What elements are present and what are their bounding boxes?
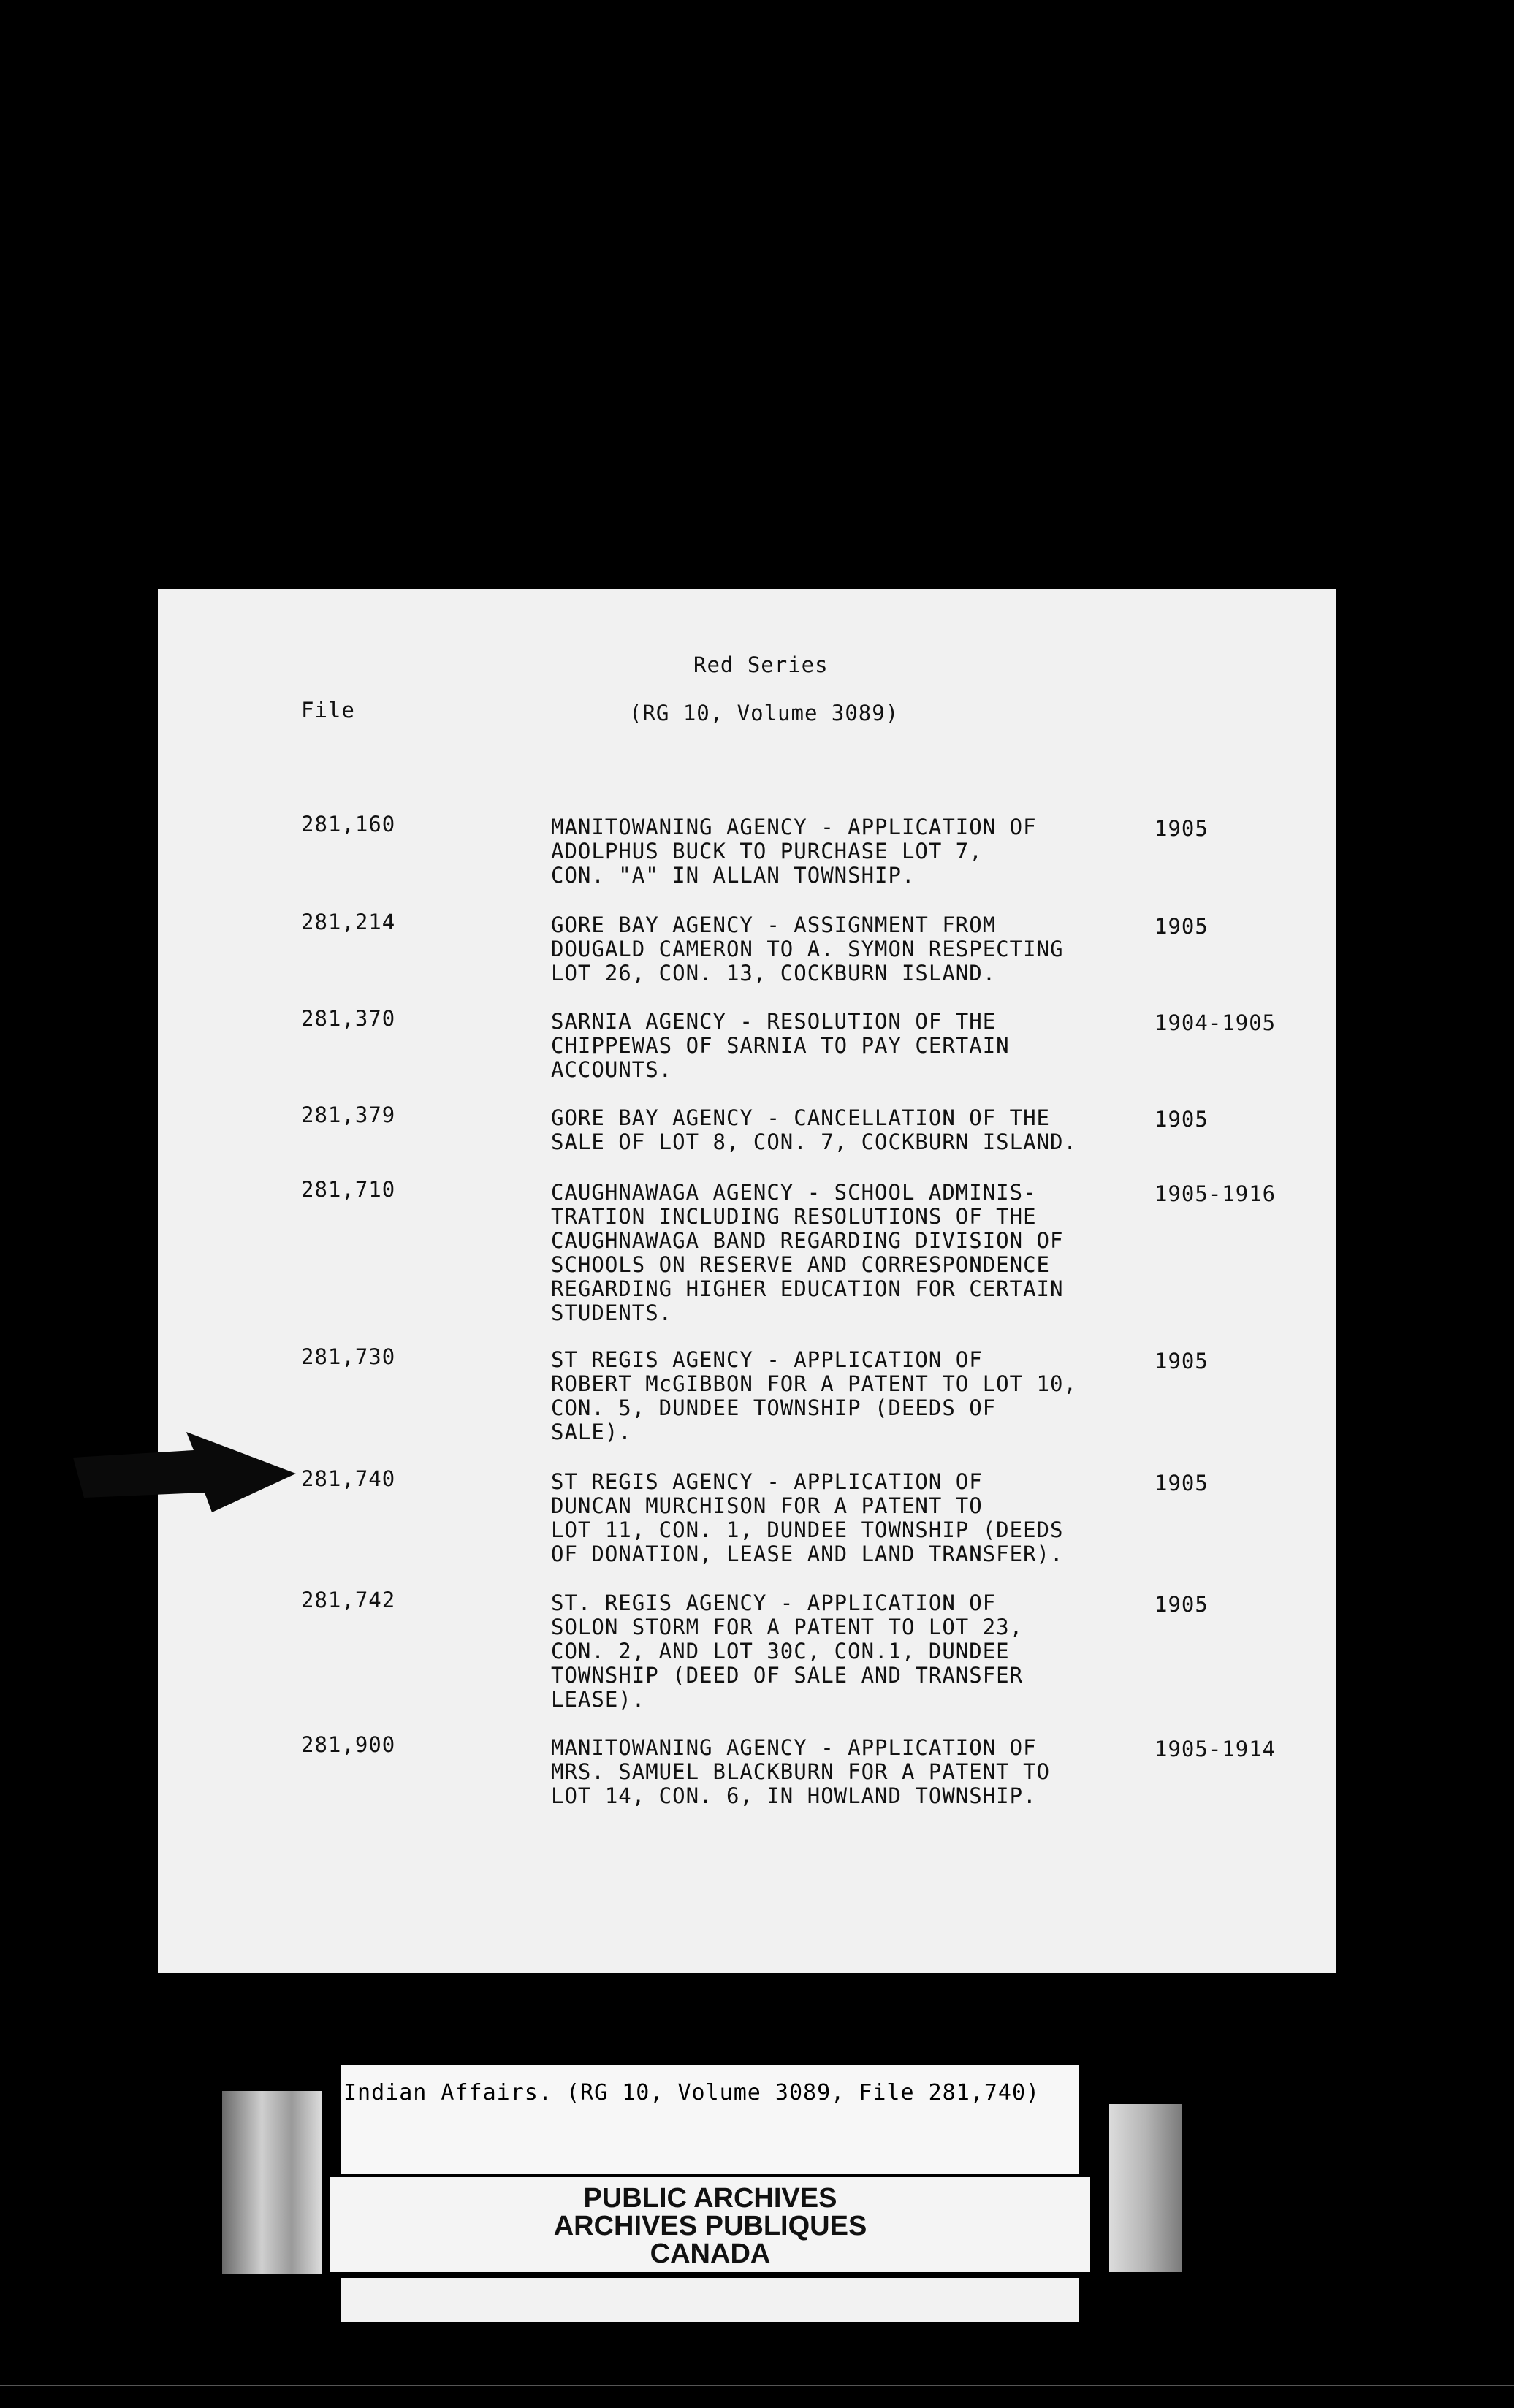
entry-description-line: CHIPPEWAS OF SARNIA TO PAY CERTAIN bbox=[551, 1033, 1010, 1058]
entry-file-number: 281,730 bbox=[301, 1344, 396, 1369]
bottom-strip bbox=[341, 2278, 1079, 2322]
entry-description-line: STUDENTS. bbox=[551, 1300, 673, 1325]
stamp-line-3: CANADA bbox=[650, 2239, 771, 2269]
file-column-heading: File bbox=[301, 698, 355, 723]
entry-description-line: TOWNSHIP (DEED OF SALE AND TRANSFER bbox=[551, 1663, 1024, 1688]
entry-description-line: CON. 2, AND LOT 30C, CON.1, DUNDEE bbox=[551, 1639, 1010, 1664]
mount-edge-right bbox=[1109, 2104, 1182, 2272]
entry-description-line: MANITOWANING AGENCY - APPLICATION OF bbox=[551, 1735, 1037, 1760]
entry-description-line: SALE). bbox=[551, 1420, 632, 1444]
scan-line bbox=[0, 2385, 1514, 2386]
entry-date: 1905 bbox=[1154, 1592, 1209, 1617]
entry-description-line: ST REGIS AGENCY - APPLICATION OF bbox=[551, 1469, 983, 1494]
entry-description-line: SOLON STORM FOR A PATENT TO LOT 23, bbox=[551, 1615, 1024, 1639]
entry-description-line: DUNCAN MURCHISON FOR A PATENT TO bbox=[551, 1493, 983, 1518]
entry-description-line: CAUGHNAWAGA AGENCY - SCHOOL ADMINIS- bbox=[551, 1180, 1037, 1205]
entry-file-number: 281,370 bbox=[301, 1006, 396, 1031]
entry-description-line: SALE OF LOT 8, CON. 7, COCKBURN ISLAND. bbox=[551, 1129, 1077, 1154]
volume-reference: (RG 10, Volume 3089) bbox=[629, 701, 899, 725]
entry-description-line: ACCOUNTS. bbox=[551, 1057, 673, 1082]
entry-description-line: LEASE). bbox=[551, 1687, 646, 1712]
entry-date: 1905 bbox=[1154, 1107, 1209, 1132]
entry-file-number: 281,160 bbox=[301, 812, 396, 837]
entry-description-line: MRS. SAMUEL BLACKBURN FOR A PATENT TO bbox=[551, 1759, 1051, 1784]
entry-description-line: SARNIA AGENCY - RESOLUTION OF THE bbox=[551, 1009, 997, 1034]
entry-description-line: SCHOOLS ON RESERVE AND CORRESPONDENCE bbox=[551, 1252, 1051, 1277]
entry-description-line: OF DONATION, LEASE AND LAND TRANSFER). bbox=[551, 1542, 1064, 1566]
entry-description-line: CON. 5, DUNDEE TOWNSHIP (DEEDS OF bbox=[551, 1395, 997, 1420]
entry-description-line: ST REGIS AGENCY - APPLICATION OF bbox=[551, 1347, 983, 1372]
series-title: Red Series bbox=[693, 652, 829, 677]
entry-description-line: MANITOWANING AGENCY - APPLICATION OF bbox=[551, 815, 1037, 839]
entry-description-line: GORE BAY AGENCY - ASSIGNMENT FROM bbox=[551, 912, 997, 937]
entry-description-line: DOUGALD CAMERON TO A. SYMON RESPECTING bbox=[551, 937, 1064, 961]
file-reference-text: Indian Affairs. (RG 10, Volume 3089, File 281,740) bbox=[343, 2080, 1041, 2106]
entry-description-line: REGARDING HIGHER EDUCATION FOR CERTAIN bbox=[551, 1276, 1064, 1301]
entry-date: 1905 bbox=[1154, 1349, 1209, 1373]
entry-date: 1904-1905 bbox=[1154, 1010, 1277, 1035]
entry-date: 1905 bbox=[1154, 816, 1209, 841]
entry-file-number: 281,900 bbox=[301, 1732, 396, 1757]
entry-file-number: 281,379 bbox=[301, 1102, 396, 1127]
file-reference-label bbox=[341, 2065, 1079, 2174]
entry-date: 1905 bbox=[1154, 1471, 1209, 1496]
entry-description-line: LOT 11, CON. 1, DUNDEE TOWNSHIP (DEEDS bbox=[551, 1517, 1064, 1542]
entry-description-line: LOT 26, CON. 13, COCKBURN ISLAND. bbox=[551, 961, 997, 986]
pointer-arrow-icon bbox=[66, 1428, 300, 1516]
entry-description-line: TRATION INCLUDING RESOLUTIONS OF THE bbox=[551, 1204, 1037, 1229]
entry-description-line: CON. "A" IN ALLAN TOWNSHIP. bbox=[551, 863, 916, 888]
entry-date: 1905-1914 bbox=[1154, 1737, 1277, 1761]
entry-date: 1905-1916 bbox=[1154, 1181, 1277, 1206]
stamp-line-1: PUBLIC ARCHIVES bbox=[583, 2183, 837, 2214]
stamp-line-2: ARCHIVES PUBLIQUES bbox=[553, 2211, 867, 2241]
mount-edge-left bbox=[222, 2091, 322, 2274]
archives-stamp bbox=[330, 2177, 1090, 2272]
entry-description-line: CAUGHNAWAGA BAND REGARDING DIVISION OF bbox=[551, 1228, 1064, 1253]
document-page bbox=[158, 589, 1336, 1973]
entry-description-line: LOT 14, CON. 6, IN HOWLAND TOWNSHIP. bbox=[551, 1783, 1037, 1808]
entry-description-line: GORE BAY AGENCY - CANCELLATION OF THE bbox=[551, 1105, 1051, 1130]
entry-description-line: ROBERT McGIBBON FOR A PATENT TO LOT 10, bbox=[551, 1371, 1077, 1396]
entry-file-number: 281,214 bbox=[301, 910, 396, 934]
entry-description-line: ST. REGIS AGENCY - APPLICATION OF bbox=[551, 1590, 997, 1615]
entry-file-number: 281,710 bbox=[301, 1177, 396, 1202]
entry-date: 1905 bbox=[1154, 914, 1209, 939]
entry-file-number: 281,742 bbox=[301, 1588, 396, 1612]
entry-description-line: ADOLPHUS BUCK TO PURCHASE LOT 7, bbox=[551, 839, 983, 864]
entry-file-number: 281,740 bbox=[301, 1466, 396, 1491]
